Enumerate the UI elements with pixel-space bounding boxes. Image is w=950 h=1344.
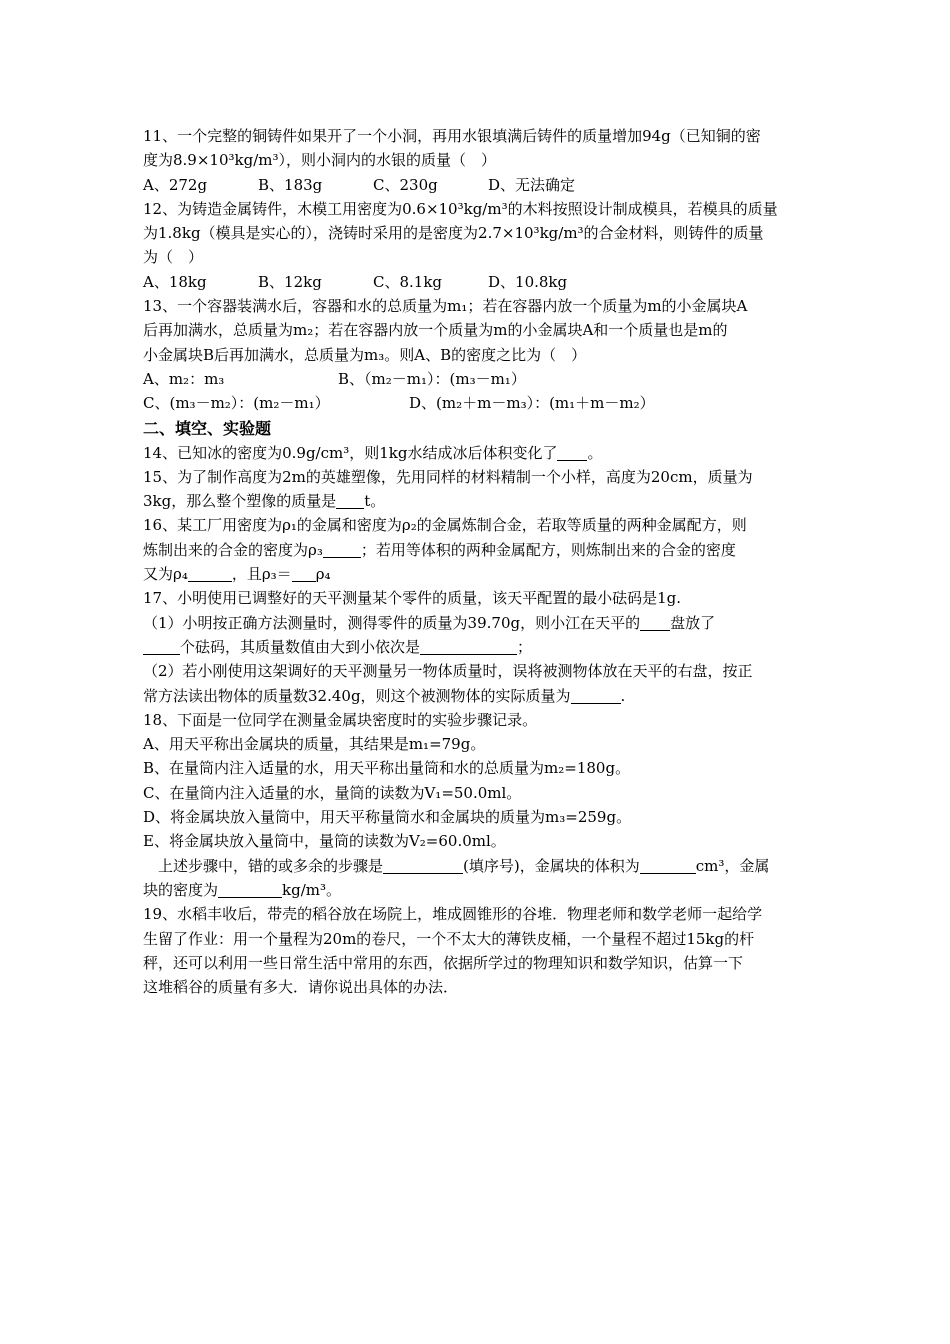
text: 块的密度为 bbox=[143, 880, 219, 899]
text: (填序号)，金属块的体积为 bbox=[463, 856, 640, 875]
worksheet bbox=[143, 124, 809, 999]
q18-text bbox=[143, 854, 809, 878]
text: ρ₄ bbox=[315, 565, 331, 584]
q12-options bbox=[143, 270, 809, 294]
q15-text: 15、为了制作高度为2m的英雄塑像，先用同样的材料精制一个小样，高度为20cm，质量为 bbox=[143, 467, 753, 486]
q12-text: 12、为铸造金属铸件，木模工用密度为0.6×10³kg/m³的木料按照设计制成模具，若模具的质量 bbox=[143, 199, 778, 218]
option: B、183g bbox=[258, 175, 323, 194]
q15-text bbox=[143, 489, 809, 513]
q16-text bbox=[143, 538, 809, 562]
option: C、8.1kg bbox=[373, 272, 443, 291]
text: 3kg，那么整个塑像的质量是 bbox=[143, 492, 337, 511]
q13-options bbox=[143, 391, 809, 415]
text: （1）小明按正确方法测量时，测得零件的质量为39.70g，则小江在天平的 bbox=[143, 613, 641, 632]
q12-text: 为1.8kg（模具是实心的），浇铸时采用的是密度为2.7×10³kg/m³的合金材料，则铸件的质量 bbox=[143, 224, 764, 243]
q18-step: B、在量筒内注入适量的水，用天平称出量筒和水的总质量为m₂=180g。 bbox=[143, 759, 631, 778]
answer-blank[interactable] bbox=[292, 565, 316, 582]
q17-text: 17、小明使用已调整好的天平测量某个零件的质量，该天平配置的最小砝码是1g. bbox=[143, 589, 682, 608]
text: 上述步骤中，错的或多余的步骤是 bbox=[158, 856, 384, 875]
q19-text: 这堆稻谷的质量有多大．请你说出具体的办法． bbox=[143, 978, 459, 997]
q13-options bbox=[143, 367, 809, 391]
answer-blank[interactable] bbox=[420, 638, 517, 655]
text: 炼制出来的合金的密度为ρ₃ bbox=[143, 540, 323, 559]
text: ；若用等体积的两种金属配方，则炼制出来的合金的密度 bbox=[360, 540, 736, 559]
option: A、m₂：m₃ bbox=[143, 369, 225, 388]
option: D、10.8kg bbox=[488, 272, 568, 291]
text: . bbox=[620, 686, 626, 705]
q11-text: 11、一个完整的铜铸件如果开了一个小洞，再用水银填满后铸件的质量增加94g（已知铜的密 bbox=[143, 127, 761, 145]
option: A、272g bbox=[143, 175, 208, 194]
answer-blank[interactable] bbox=[218, 881, 282, 898]
q13-text: 小金属块B后再加满水，总质量为m₃。则A、B的密度之比为（ ） bbox=[143, 345, 587, 364]
q13-text: 13、一个容器装满水后，容器和水的总质量为m₁；若在容器内放一个质量为m的小金属块A bbox=[143, 297, 748, 316]
answer-blank[interactable] bbox=[640, 614, 670, 631]
answer-blank[interactable] bbox=[336, 492, 364, 509]
q17-text bbox=[143, 611, 809, 635]
q12-text: 为（ ） bbox=[143, 248, 204, 267]
q13-text: 后再加满水，总质量为m₂；若在容器内放一个质量为m的小金属块A和一个质量也是m的 bbox=[143, 321, 728, 340]
text: t。 bbox=[364, 492, 386, 511]
q14-text bbox=[143, 441, 809, 465]
text: 个砝码，其质量数值由大到小依次是 bbox=[180, 637, 421, 656]
option: B、12kg bbox=[258, 272, 322, 291]
q16-text bbox=[143, 562, 809, 586]
text: 盘放了 bbox=[670, 613, 716, 632]
q18-step: D、将金属块放入量筒中，用天平称量筒水和金属块的质量为m₃=259g。 bbox=[143, 808, 632, 827]
text: 常方法读出物体的质量数32.40g，则这个被测物体的实际质量为 bbox=[143, 686, 571, 705]
q11-options bbox=[143, 173, 809, 197]
answer-blank[interactable] bbox=[188, 565, 232, 582]
answer-blank[interactable] bbox=[143, 638, 180, 655]
q17-text bbox=[143, 684, 809, 708]
q18-text bbox=[143, 878, 809, 902]
q19-text: 生留了作业：用一个量程为20m的卷尺，一个不太大的薄铁皮桶，一个量程不超过15kg的杆 bbox=[143, 929, 755, 948]
text: 又为ρ₄ bbox=[143, 565, 188, 584]
option: C、230g bbox=[373, 175, 438, 194]
answer-blank[interactable] bbox=[323, 541, 361, 558]
option: D、无法确定 bbox=[488, 175, 576, 194]
option: C、(m₃－m₂）：(m₂－m₁） bbox=[143, 394, 330, 413]
text: 14、已知冰的密度为0.9g/cm³，则1kg水结成冰后体积变化了 bbox=[143, 443, 558, 462]
q17-text: （2）若小刚使用这架调好的天平测量另一物体质量时，误将被测物体放在天平的右盘，按正 bbox=[143, 662, 753, 681]
text: 。 bbox=[587, 443, 603, 462]
q17-text bbox=[143, 635, 809, 659]
text: cm³，金属 bbox=[695, 856, 770, 875]
text: ，且ρ₃＝ bbox=[231, 565, 292, 584]
q18-step: E、将金属块放入量筒中，量筒的读数为V₂=60.0ml。 bbox=[143, 832, 506, 851]
text: ； bbox=[517, 637, 533, 656]
section-heading: 二、填空、实验题 bbox=[143, 418, 272, 438]
answer-blank[interactable] bbox=[571, 687, 621, 704]
answer-blank[interactable] bbox=[640, 857, 696, 874]
q19-text: 19、水稻丰收后，带壳的稻谷放在场院上，堆成圆锥形的谷堆．物理老师和数学老师一起给学 bbox=[143, 905, 763, 924]
q16-text: 16、某工厂用密度为ρ₁的金属和密度为ρ₂的金属炼制合金，若取等质量的两种金属配方，则 bbox=[143, 516, 747, 535]
q18-step: C、在量筒内注入适量的水，量筒的读数为V₁=50.0ml。 bbox=[143, 783, 522, 802]
q19-text: 秤，还可以利用一些日常生活中常用的东西，依据所学过的物理知识和数学知识，估算一下 bbox=[143, 953, 744, 972]
text: kg/m³。 bbox=[282, 880, 341, 899]
answer-blank[interactable] bbox=[557, 444, 587, 461]
option: A、18kg bbox=[143, 272, 207, 291]
option: D、(m₂＋m－m₃）：(m₁＋m－m₂） bbox=[409, 394, 655, 413]
q11-text: 度为8.9×10³kg/m³），则小洞内的水银的质量（ ） bbox=[143, 151, 497, 170]
option: B、（m₂－m₁）：(m₃－m₁） bbox=[338, 369, 526, 388]
answer-blank[interactable] bbox=[383, 857, 463, 874]
q18-step: A、用天平称出金属块的质量，其结果是m₁=79g。 bbox=[143, 735, 486, 754]
q18-text: 18、下面是一位同学在测量金属块密度时的实验步骤记录。 bbox=[143, 710, 538, 729]
